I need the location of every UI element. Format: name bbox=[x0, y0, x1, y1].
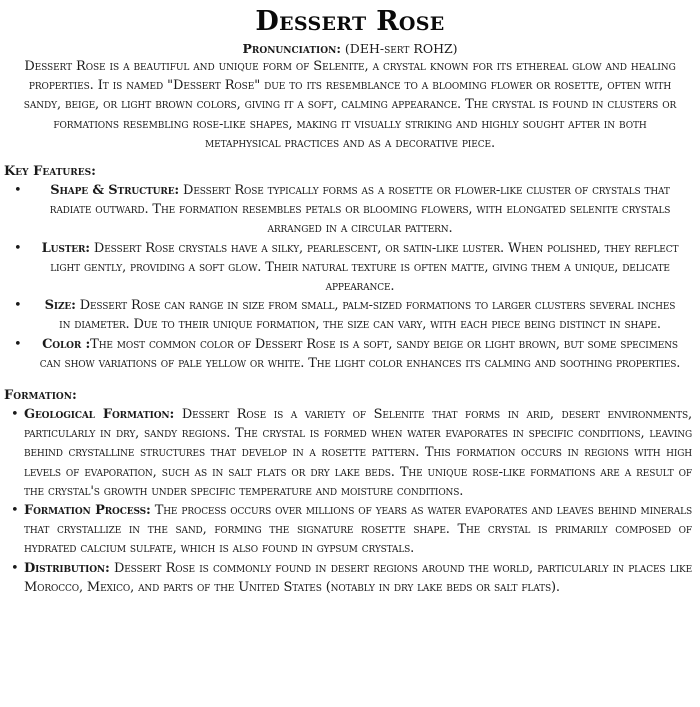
key-features-heading: Key Features: bbox=[4, 164, 96, 180]
bullet-icon: • bbox=[14, 298, 22, 314]
list-item-luster bbox=[4, 239, 696, 297]
list-item-color bbox=[4, 335, 696, 373]
bullet-icon: • bbox=[14, 240, 22, 256]
list-item-distribution bbox=[4, 559, 696, 597]
page-title: Dessert Rose bbox=[255, 6, 445, 37]
item-label: Distribution: bbox=[24, 560, 110, 576]
formation-list bbox=[4, 405, 696, 597]
key-features-section bbox=[4, 163, 696, 373]
bullet-icon: • bbox=[14, 183, 22, 199]
formation-section bbox=[4, 387, 696, 597]
item-text: Dessert Rose is a variety of Selenite that forms in arid, desert environments, particularly in dry, sandy regions. The crystal is formed when water evaporates in specific conditions, leaving behind crystalline structures that develop in a rosette pattern. This formation occurs in regions with high levels of evaporation, such as in salt flats or dry lake beds. The unique rose-like formations are a result of the crystal's growth under specific temperature and moisture conditions. bbox=[24, 407, 692, 499]
item-label: Luster: bbox=[41, 240, 90, 256]
item-label: Color : bbox=[42, 336, 91, 352]
document-page bbox=[0, 7, 700, 597]
item-text: Dessert Rose can range in size from small, palm-sized formations to larger clusters several inches in diameter. Due to their unique formation, the size can vary, with each piece being distinct in shape. bbox=[59, 298, 676, 333]
bullet-icon: • bbox=[11, 407, 19, 423]
formation-heading: Formation: bbox=[4, 388, 77, 404]
list-item-geological-formation bbox=[4, 405, 696, 501]
item-text: Dessert Rose is commonly found in desert regions around the world, particularly in places like Morocco, Mexico, and parts of the United States (notably in dry lake beds or salt flats). bbox=[24, 560, 692, 595]
pronunciation-value: (DEH-sert ROHZ) bbox=[340, 41, 458, 56]
bullet-icon: • bbox=[11, 560, 19, 576]
bullet-icon: • bbox=[11, 503, 19, 519]
item-label: Size: bbox=[44, 298, 76, 314]
item-text: Dessert Rose typically forms as a rosette or flower-like cluster of crystals that radiate outward. The formation resembles petals or blooming flowers, with elongated selenite crystals arranged in a circular pattern. bbox=[49, 183, 671, 237]
item-text: The process occurs over millions of years as water evaporates and leaves behind minerals that crystallize in the sand, forming the signature rosette shape. The crystal is primarily composed of hydrated calcium sulfate, which is also found in gypsum crystals. bbox=[24, 503, 692, 557]
list-item-shape-structure bbox=[4, 181, 696, 239]
pronunciation-label: Pronunciation: bbox=[242, 41, 341, 56]
list-item-formation-process bbox=[4, 501, 696, 559]
list-item-size bbox=[4, 296, 696, 334]
item-label: Shape & Structure: bbox=[50, 183, 180, 199]
item-text: The most common color of Dessert Rose is a soft, sandy beige or light brown, but some specimens can show variations of pale yellow or white. The light color enhances its calming and soothing properties. bbox=[39, 336, 681, 371]
key-features-list bbox=[4, 181, 696, 373]
item-label: Formation Process: bbox=[24, 503, 151, 519]
pronunciation-line bbox=[4, 40, 696, 57]
bullet-icon: • bbox=[14, 336, 22, 352]
intro-paragraph: Dessert Rose is a beautiful and unique form of Selenite, a crystal known for its ethereal glow and healing properties. It is named "Dessert Rose" due to its resemblance to a blooming flower or rosette, often with sandy, beige, or light brown colors, giving it a soft, calming appearance. The crystal is found in clusters or formations resembling rose-like shapes, making it visually striking and highly sought after in both metaphysical practices and as a decorative piece. bbox=[23, 59, 677, 151]
item-text: Dessert Rose crystals have a silky, pearlescent, or satin-like luster. When polished, they reflect light gently, providing a soft glow. Their natural texture is often matte, giving them a unique, delicate appearance. bbox=[50, 240, 679, 295]
item-label: Geological Formation: bbox=[24, 407, 175, 423]
